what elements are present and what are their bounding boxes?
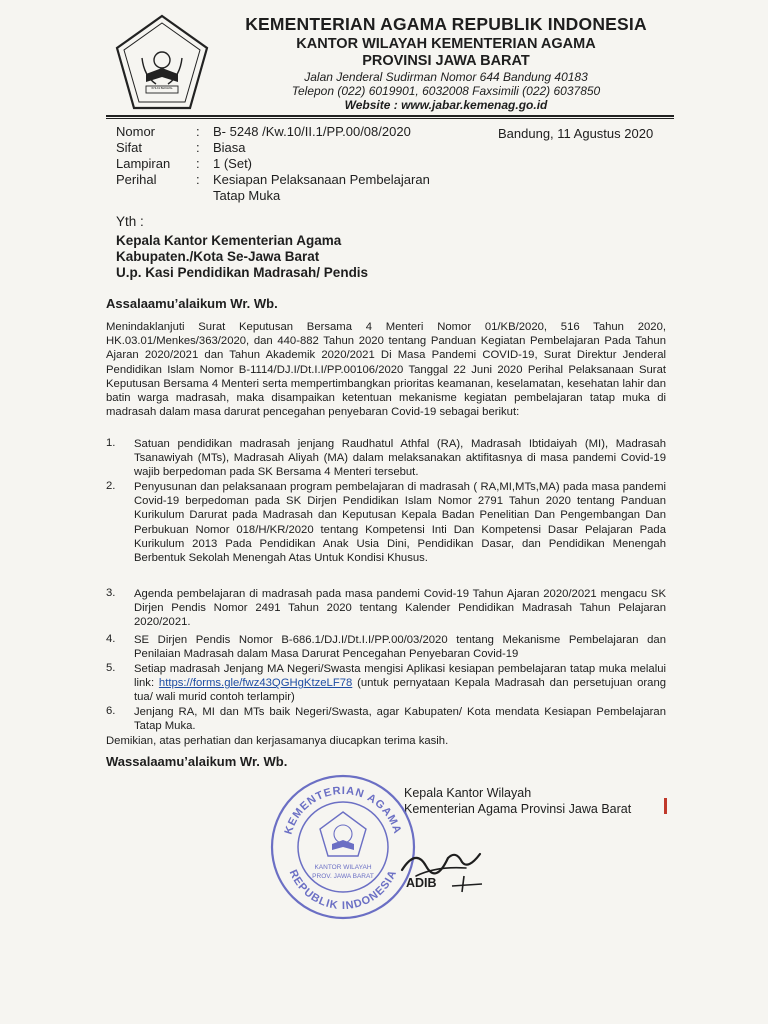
nomor-value: B- 5248 /Kw.10/II.1/PP.00/08/2020 — [213, 124, 411, 139]
colon: : — [196, 156, 200, 171]
sifat-label: Sifat — [116, 140, 143, 155]
nomor-label: Nomor — [116, 124, 156, 139]
header-divider — [106, 115, 674, 117]
item-text: Setiap madrasah Jenjang MA Negeri/Swasta mengisi Aplikasi kesiapan pembelajaran tatap muka melalui link: — [134, 663, 666, 690]
item-number: 4. — [106, 633, 116, 645]
red-mark — [664, 798, 667, 814]
intro-paragraph: Menindaklanjuti Surat Keputusan Bersama 4 Menteri Nomor 01/KB/2020, 516 Tahun 2020, HK.03.01/Menkes/363/2020, dan 440-882 Tahun 2020 tentang Panduan Kegiatan Pembelajaran Pada Tahun Ajaran 2020/2021 dan Tahun Akademik 2020/2021 Di Masa Pandemi COVID-19, Surat Direktur Jenderal Pendidikan Islam Nomor B-1114/DJ.I/Dt.I.I/PP.00106/2020 Tanggal 22 Juni 2020 Perihal Pelaksanaan Surat Keputusan Bersama 4 Menteri serta mempertimbangkan prioritas keamanan, keselamatan, kesehatan lahir dan batin warga madrasah, maka disampaikan ketentuan mekanisme kegiatan pembelajaran tatap muka di madrasah dalam masa darurat pencegahan penyebaran Covid-19 sebagai berikut: — [106, 321, 666, 419]
recipient-line1: Kepala Kantor Kementerian Agama — [116, 233, 342, 248]
perihal-label: Perihal — [116, 172, 157, 187]
farewell: Wassalaamu’alaikum Wr. Wb. — [106, 754, 288, 769]
signature-title2: Kementerian Agama Provinsi Jawa Barat — [404, 802, 632, 816]
list-item: Jenjang RA, MI dan MTs baik Negeri/Swasta, agar Kabupaten/ Kota mendata Kesiapan Pembelajaran Tatap Muka. — [134, 706, 666, 733]
header-divider-thin — [106, 118, 674, 119]
stamp-ring-top: KEMENTERIAN AGAMA — [282, 784, 404, 836]
perihal-value-line2: Tatap Muka — [213, 188, 281, 203]
recipient-line2: Kabupaten./Kota Se-Jawa Barat — [116, 249, 320, 264]
paraf-mark — [450, 872, 484, 894]
address-line: Jalan Jenderal Sudirman Nomor 644 Bandung 40183 — [304, 70, 588, 84]
stamp-ring-bottom: REPUBLIK INDONESIA — [286, 868, 400, 913]
colon: : — [196, 124, 200, 139]
item-number: 5. — [106, 662, 116, 674]
colon: : — [196, 140, 200, 155]
item-number: 1. — [106, 437, 116, 449]
sifat-value: Biasa — [213, 140, 246, 155]
closing-line: Demikian, atas perhatian dan kerjasamanya diucapkan terima kasih. — [106, 735, 449, 747]
province-name: PROVINSI JAWA BARAT — [362, 53, 530, 69]
recipient-line3: U.p. Kasi Pendidikan Madrasah/ Pendis — [116, 265, 369, 280]
item-text: (untuk pernyataan Kepala Madrasah dan persetujuan orang tua/ wali murid contoh terlampir) — [134, 677, 667, 704]
kemenag-logo — [112, 12, 212, 114]
yth-label: Yth : — [116, 214, 144, 229]
signature-title1: Kepala Kantor Wilayah — [404, 786, 532, 800]
stamp-center1: KANTOR WILAYAH — [314, 864, 372, 871]
stamp-center2: PROV. JAWA BARAT — [312, 873, 374, 880]
item-number: 3. — [106, 587, 116, 599]
list-item: Satuan pendidikan madrasah jenjang Raudhatul Athfal (RA), Madrasah Ibtidaiyah (MI), Madrasah Tsanawiyah (MTs), Madrasah Aliyah (MA) dalam melaksanakan aktifitasnya di masa pandemi Covid-19 wajib berpedoman pada SK Bersama 4 Menteri tersebut. — [134, 438, 666, 479]
website-line: Website : www.jabar.kemenag.go.id — [344, 98, 548, 112]
list-item: Agenda pembelajaran di madrasah pada masa pandemi Covid-19 Tahun Ajaran 2020/2021 mengacu SK Dirjen Pendis Nomor 2491 Tahun 2020 tentang Kalender Pendidikan Madrasah Tahun Pelajaran 2020/2021. — [134, 588, 666, 629]
logo-caption: IKHLAS BERAMAL — [151, 87, 173, 90]
lampiran-value: 1 (Set) — [213, 156, 253, 171]
colon: : — [196, 172, 200, 187]
list-item: SE Dirjen Pendis Nomor B-686.1/DJ.I/Dt.I.I/PP.00/03/2020 tentang Mekanisme Pembelajaran dan Penilaian Madrasah dalam Masa Darurat Pencegahan Penyebaran Covid-19 — [134, 634, 666, 661]
forms-link[interactable]: https://forms.gle/fwz43QGHgKtzeLF78 — [158, 677, 353, 690]
item-number: 6. — [106, 705, 116, 717]
letter-date: Bandung, 11 Agustus 2020 — [498, 126, 654, 141]
office-name: KANTOR WILAYAH KEMENTERIAN AGAMA — [296, 36, 596, 52]
item-number: 2. — [106, 480, 116, 492]
ministry-name: KEMENTERIAN AGAMA REPUBLIK INDONESIA — [245, 14, 647, 34]
phone-line: Telepon (022) 6019901, 6032008 Faxsimili (022) 6037850 — [291, 84, 601, 98]
svg-text:KEMENTERIAN AGAMA — [283, 785, 404, 836]
lampiran-label: Lampiran — [116, 156, 171, 171]
greeting: Assalaamu’alaikum Wr. Wb. — [106, 296, 278, 311]
signatory-name: ADIB — [406, 876, 437, 890]
list-item — [134, 662, 666, 705]
list-item: Penyusunan dan pelaksanaan program pembelajaran di madrasah ( RA,MI,MTs,MA) pada masa pandemi Covid-19 berpedoman pada SK Dirjen Pendidikan Islam Nomor 2791 Tahun 2020 tentang Panduan Kurikulum Darurat pada Madrasah dan Keputusan Kepala Badan Penelitian Dan Pengembangan Dan Perbukuan Nomor 018/H/KR/2020 tentang Kompetensi Inti Dan Kompetensi Dasar Pelajaran Pada Kurikulum 2013 Pada Pendidikan Anak Usia Dini, Pendidikan Dasar, dan Pendidikan Menengah Berbentuk Sekolah Menengah Atas Untuk Kondisi Khusus. — [134, 481, 666, 565]
perihal-value-line1: Kesiapan Pelaksanaan Pembelajaran — [213, 172, 430, 187]
